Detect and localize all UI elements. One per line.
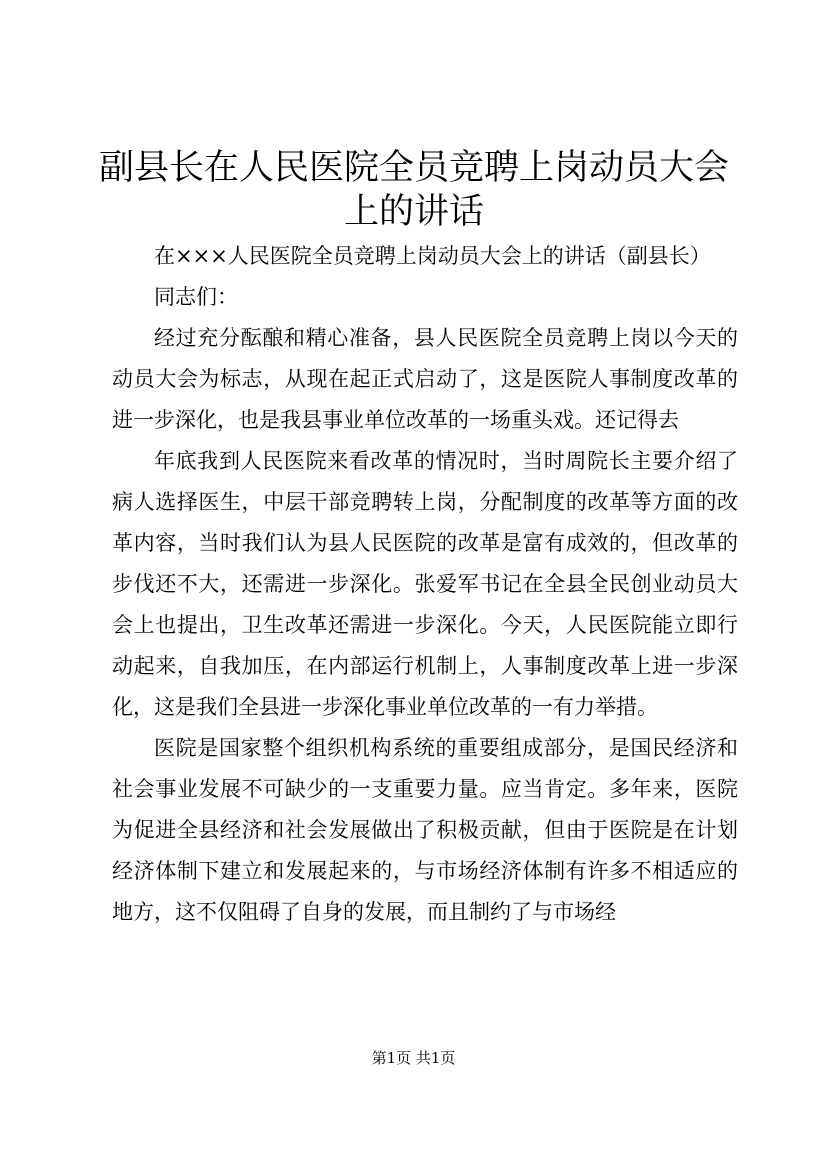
paragraph: 医院是国家整个组织机构系统的重要组成部分，是国民经济和社会事业发展不可缺少的一支重要力量。应当肯定。多年来，医院为促进全县经济和社会发展做出了积极贡献，但由于医院是在计划经济体制下建立和发展起来的，与市场经济体制有许多不相适应的地方，这不仅阻碍了自身的发展，而且制约了与市场经 <box>112 736 738 924</box>
paragraph: 经过充分酝酿和精心准备，县人民医院全员竞聘上岗以今天的动员大会为标志，从现在起正式启动了，这是医院人事制度改革的进一步深化，也是我县事业单位改革的一场重头戏。还记得去 <box>112 326 738 432</box>
page-footer: 第1页 共1页 <box>371 1049 456 1067</box>
paragraph: 年底我到人民医院来看改革的情况时，当时周院长主要介绍了病人选择医生，中层干部竞聘转上岗，分配制度的改革等方面的改革内容，当时我们认为县人民医院的改革是富有成效的，但改革的步伐还不大，还需进一步深化。张爱军书记在全县全民创业动员大会上也提出，卫生改革还需进一步深化。今天，人民医院能立即行动起来，自我加压，在内部运行机制上，人事制度改革上进一步深化，这是我们全县进一步深化事业单位改革的一有力举措。 <box>112 449 738 719</box>
salutation: 同志们： <box>154 285 238 309</box>
document-body <box>112 236 738 933</box>
heading-line: 在×××人民医院全员竞聘上岗动员大会上的讲话（副县长） <box>154 244 711 268</box>
document-title: 副县长在人民医院全员竞聘上岗动员大会上的讲话 <box>98 148 729 232</box>
